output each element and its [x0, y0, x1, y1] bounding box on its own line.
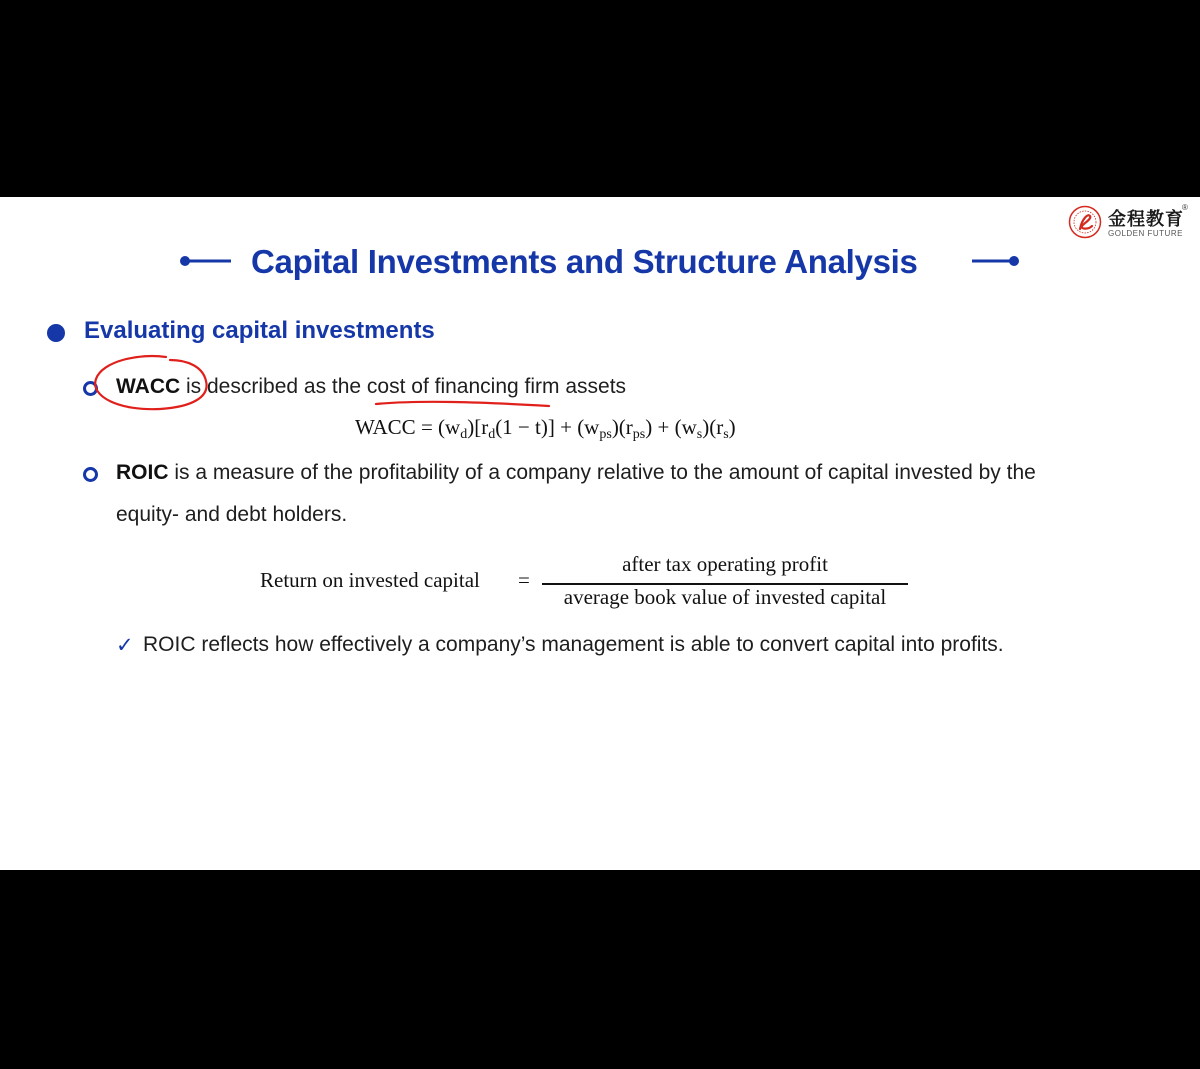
wacc-description: [116, 375, 626, 399]
wacc-formula-part: (1 − t)] + (w: [495, 415, 600, 439]
wacc-formula: [355, 415, 736, 440]
roic-term: ROIC: [116, 461, 169, 484]
check-mark-icon: ✓: [116, 633, 134, 657]
roic-description-line2: equity- and debt holders.: [116, 503, 348, 526]
slide-title: Capital Investments and Structure Analysis: [251, 243, 918, 280]
wacc-description-text: is described as the cost of financing firm assets: [180, 375, 627, 398]
wacc-formula-part: ): [728, 415, 736, 439]
logo-chinese-name: 金程教育: [1108, 209, 1184, 230]
wacc-formula-part: )(r: [702, 415, 724, 439]
title-row: [0, 241, 1200, 285]
wacc-formula-sub: ps: [599, 427, 612, 442]
golden-future-logo: [1068, 203, 1192, 237]
wacc-formula-sub: ps: [632, 427, 646, 442]
section-heading: Evaluating capital investments: [84, 317, 435, 344]
roic-description-text: is a measure of the profitability of a company relative to the amount of capital invested by the: [168, 461, 1036, 484]
roic-formula-numerator: after tax operating profit: [622, 552, 828, 576]
pen-annotations: [0, 197, 1200, 870]
roic-formula-equals: =: [518, 568, 530, 592]
wacc-formula-lhs: WACC: [355, 415, 416, 439]
wacc-formula-part: = (w: [415, 415, 461, 439]
wacc-term: WACC: [116, 375, 181, 398]
title-left-decoration: [175, 241, 235, 285]
logo-registered-mark: ®: [1182, 203, 1188, 212]
wacc-formula-part: )[r: [467, 415, 489, 439]
wacc-formula-part: ) + (w: [645, 415, 697, 439]
wacc-formula-sub: s: [696, 427, 703, 442]
wacc-formula-part: )(r: [611, 415, 633, 439]
logo-english-name: GOLDEN FUTURE: [1108, 229, 1183, 238]
cost-of-financing-underline: [376, 402, 549, 406]
wacc-bullet-icon: [83, 381, 98, 396]
roic-formula-label: Return on invested capital: [260, 568, 480, 592]
slide: [0, 197, 1200, 870]
title-right-decoration: [970, 241, 1030, 285]
roic-formula-denominator: average book value of invested capital: [563, 585, 887, 609]
roic-description: [116, 461, 1036, 485]
section-bullet-icon: [47, 324, 65, 342]
logo-seal-icon: [1068, 205, 1102, 239]
wacc-formula-sub: d: [488, 427, 496, 442]
wacc-formula-sub: s: [723, 427, 729, 442]
roic-bullet-icon: [83, 467, 98, 482]
roic-note: ROIC reflects how effectively a company’s management is able to convert capital into profits.: [143, 633, 1004, 656]
wacc-formula-sub: d: [460, 427, 468, 442]
